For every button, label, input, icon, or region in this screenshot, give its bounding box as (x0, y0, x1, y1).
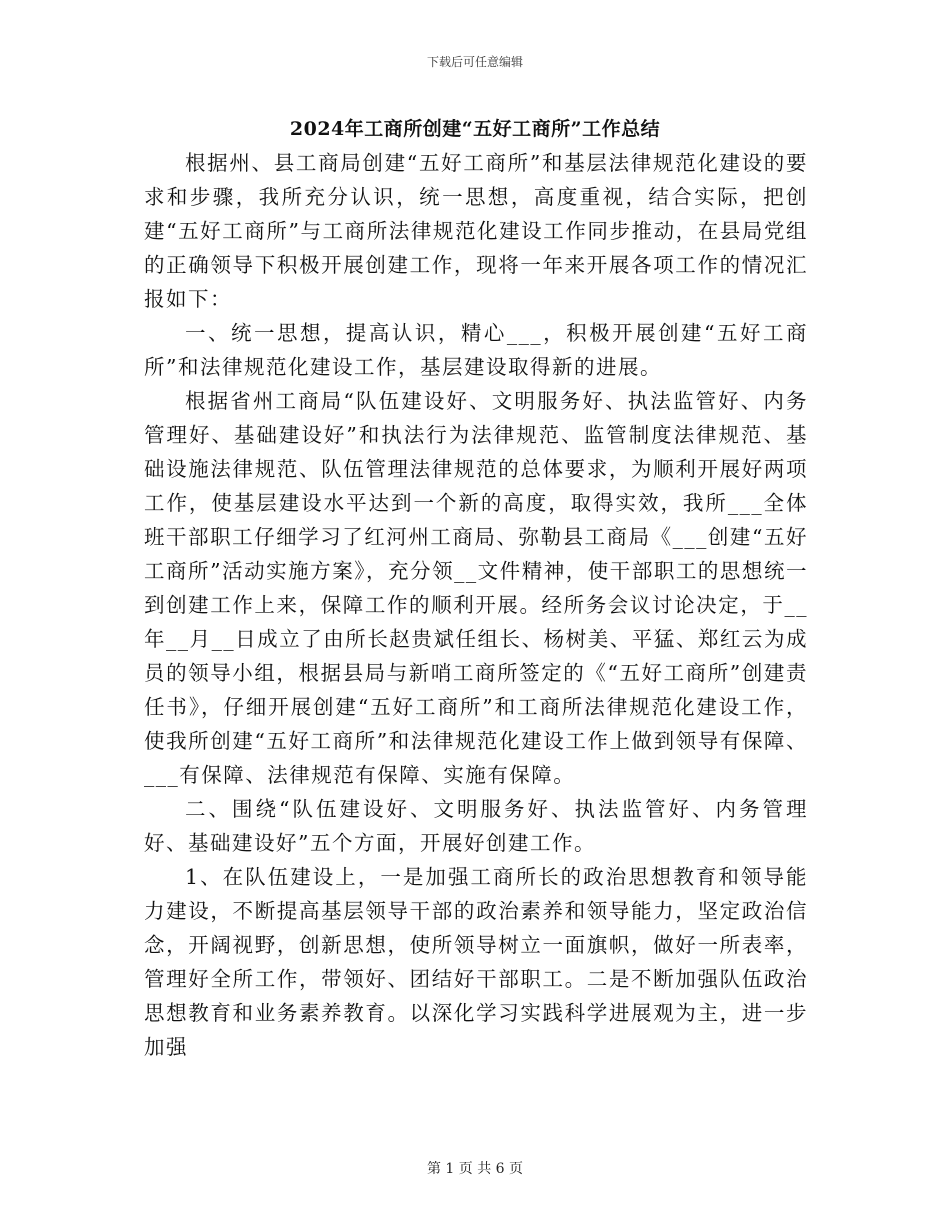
paragraph-intro: 根据州、县工商局创建“五好工商所”和基层法律规范化建设的要求和步骤，我所充分认识，统一思想，高度重视，结合实际，把创建“五好工商所”与工商所法律规范化建设工作同步推动，在县局党组的正确领导下积极开展创建工作，现将一年来开展各项工作的情况汇报如下： (144, 151, 808, 311)
page-number: 第 1 页 共 6 页 (426, 1161, 524, 1177)
paragraph-section-one-heading: 一、统一思想，提高认识，精心___，积极开展创建“五好工商所”和法律规范化建设工作，基层建设取得新的进展。 (144, 321, 808, 379)
document-title: 2024年工商所创建“五好工商所”工作总结 (289, 118, 661, 140)
paragraph-section-two-heading: 二、围绕“队伍建设好、文明服务好、执法监管好、内务管理好、基础建设好”五个方面，开展好创建工作。 (144, 797, 808, 855)
page-header-note: 下载后可任意编辑 (426, 55, 523, 69)
paragraph-section-one-body: 根据省州工商局“队伍建设好、文明服务好、执法监管好、内务管理好、基础建设好”和执法行为法律规范、监管制度法律规范、基础设施法律规范、队伍管理法律规范的总体要求，为顺利开展好两项工作，使基层建设水平达到一个新的高度，取得实效，我所___全体班干部职工仔细学习了红河州工商局、弥勒县工商局《___创建“五好工商所”活动实施方案》，充分领__文件精神，使干部职工的思想统一到创建工作上来，保障工作的顺利开展。经所务会议讨论决定，于__年__月__日成立了由所长赵贵斌任组长、杨树美、平猛、郑红云为成员的领导小组，根据县局与新哨工商所签定的《“五好工商所”创建责任书》，仔细开展创建“五好工商所”和工商所法律规范化建设工作，使我所创建“五好工商所”和法律规范化建设工作上做到领导有保障、___有保障、法律规范有保障、实施有保障。 (144, 389, 808, 787)
paragraph-team-building: 1、在队伍建设上，一是加强工商所长的政治思想教育和领导能力建设，不断提高基层领导干部的政治素养和领导能力，坚定政治信念，开阔视野，创新思想，使所领导树立一面旗帜，做好一所表率，管理好全所工作，带领好、团结好干部职工。二是不断加强队伍政治思想教育和业务素养教育。以深化学习实践科学进展观为主，进一步加强 (144, 865, 808, 1059)
document-body (144, 146, 808, 1064)
